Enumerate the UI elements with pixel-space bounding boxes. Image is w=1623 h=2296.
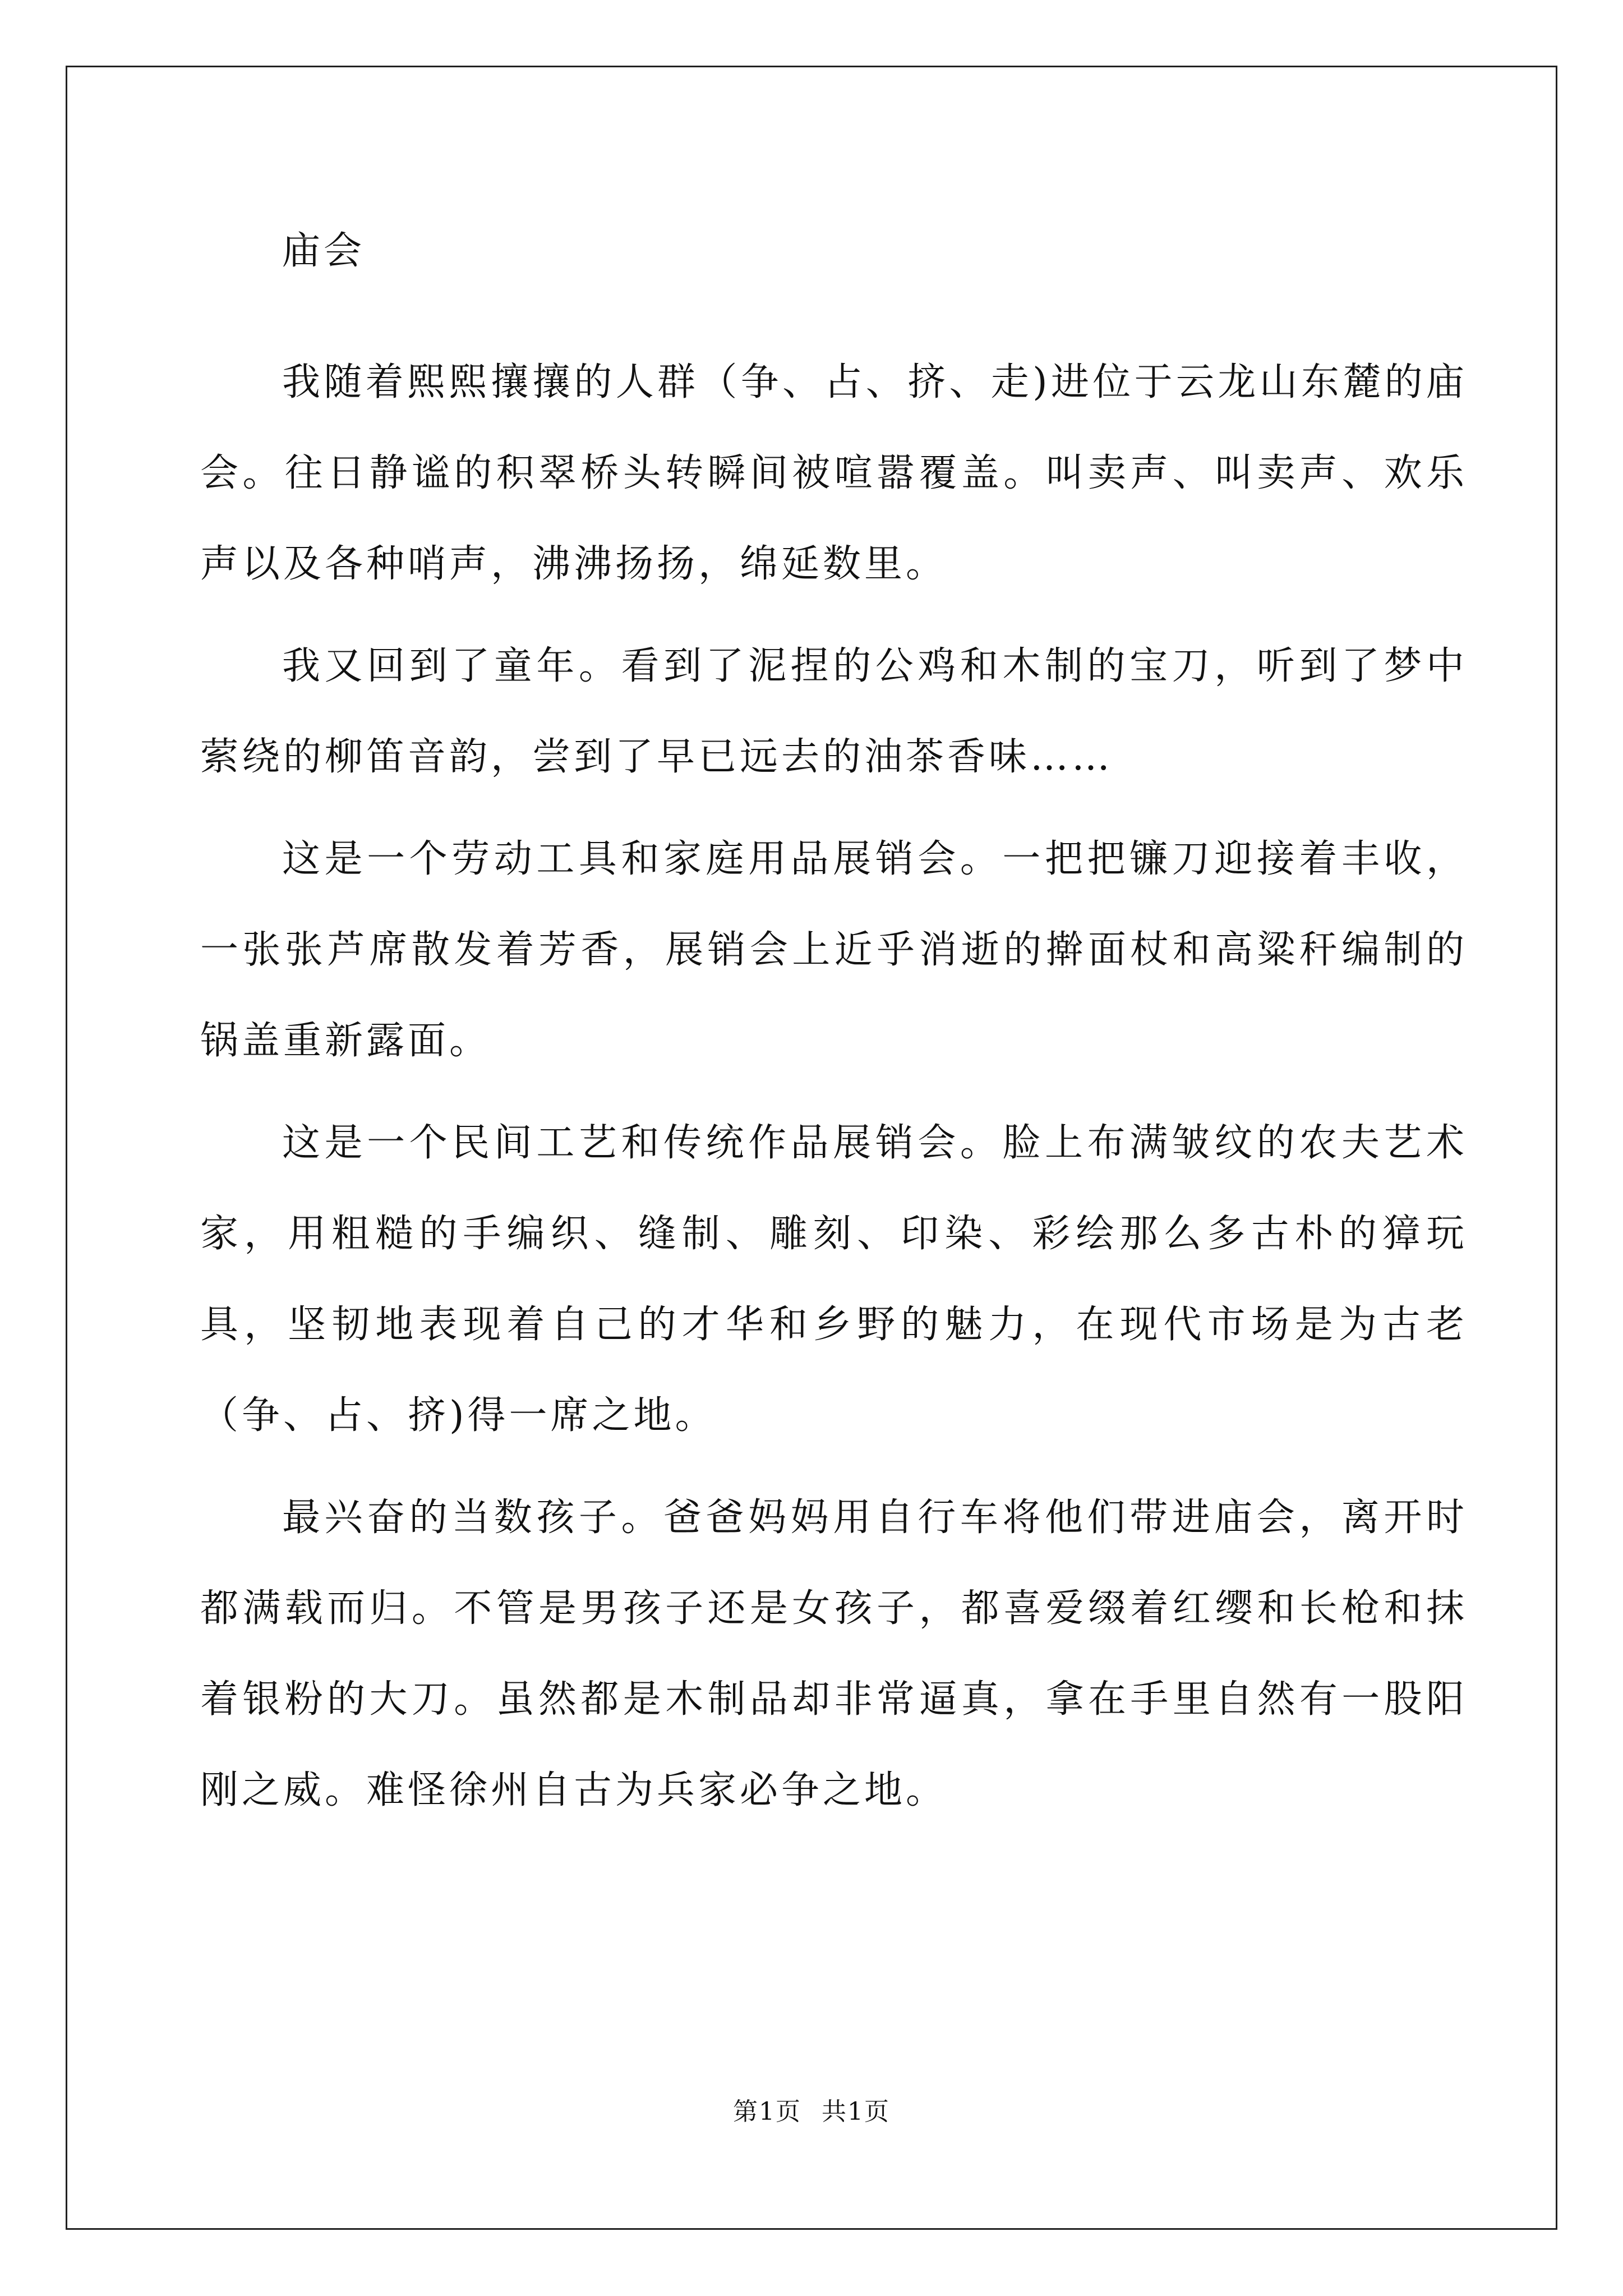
- document-body: [200, 219, 1468, 1847]
- paragraph: 我又回到了童年。看到了泥捏的公鸡和木制的宝刀，听到了梦中萦绕的柳笛音韵，尝到了早已远去的油茶香味……: [200, 644, 1468, 779]
- paragraph: 这是一个民间工艺和传统作品展销会。脸上布满皱纹的农夫艺术家，用粗糙的手编织、缝制、雕刻、印染、彩绘那么多古朴的獐玩具，坚韧地表现着自己的才华和乡野的魅力，在现代市场是为古老（争、占、挤)得一席之地。: [200, 1121, 1468, 1438]
- paragraph: 我随着熙熙攘攘的人群（争、占、挤、走)进位于云龙山东麓的庙会。往日静谧的积翠桥头转瞬间被喧嚣覆盖。叫卖声、叫卖声、欢乐声以及各种哨声，沸沸扬扬，绵延数里。: [200, 360, 1468, 586]
- page-total: 共1页: [822, 2097, 890, 2126]
- page-number: 第1页: [733, 2097, 801, 2126]
- paragraph: 最兴奋的当数孩子。爸爸妈妈用自行车将他们带进庙会，离开时都满载而归。不管是男孩子还是女孩子，都喜爱缀着红缨和长枪和抹着银粉的大刀。虽然都是木制品却非常逼真，拿在手里自然有一股阳刚之威。难怪徐州自古为兵家必争之地。: [200, 1496, 1468, 1812]
- paragraph: 这是一个劳动工具和家庭用品展销会。一把把镰刀迎接着丰收，一张张芦席散发着芳香，展销会上近乎消逝的擀面杖和高粱秆编制的锅盖重新露面。: [200, 837, 1468, 1063]
- page-footer: [0, 2095, 1623, 2129]
- document-title: 庙会: [282, 229, 366, 273]
